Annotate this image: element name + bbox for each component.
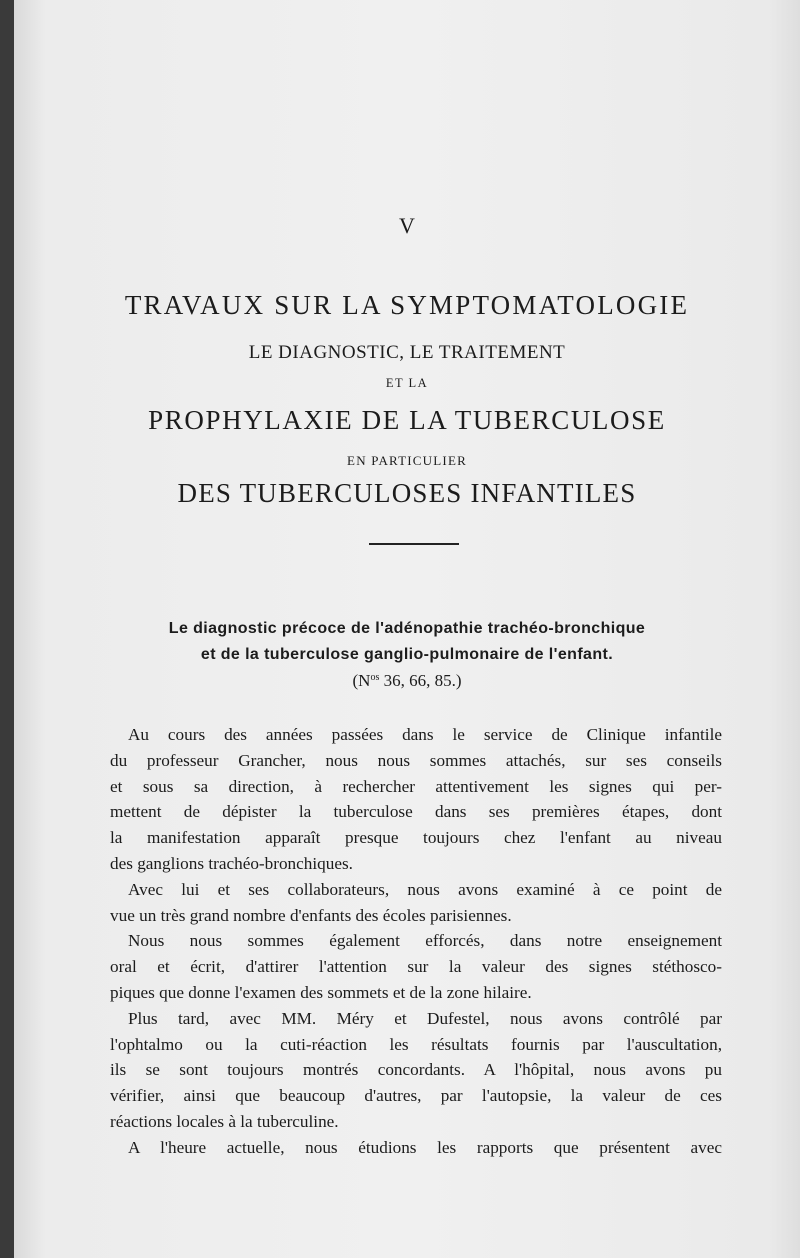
text-line: vue un très grand nombre d'enfants des écoles parisiennes. (110, 905, 512, 925)
text-line: piques que donne l'examen des sommets et de la zone hilaire. (110, 982, 532, 1002)
text-line: la manifestation apparaît presque toujours chez l'enfant au niveau (110, 828, 722, 848)
book-page (14, 0, 800, 1258)
text-line: Plus tard, avec MM. Méry et Dufestel, nous avons contrôlé par (128, 1008, 722, 1028)
main-title-line-4: PROPHYLAXIE DE LA TUBERCULOSE (148, 405, 666, 435)
text-line: oral et écrit, d'attirer l'attention sur la valeur des signes stéthosco- (110, 957, 722, 977)
text-line: Nous nous sommes également efforcés, dans notre enseignement (128, 931, 722, 951)
text-line: et sous sa direction, à rechercher attentivement les signes qui per- (110, 776, 722, 796)
reference-superscript: os (370, 672, 380, 683)
main-title-line-1: TRAVAUX SUR LA SYMPTOMATOLOGIE (124, 290, 690, 320)
text-line: Au cours des années passées dans le service de Clinique infantile (128, 725, 722, 744)
section-divider (369, 543, 459, 545)
main-title-line-6: DES TUBERCULOSES INFANTILES (177, 478, 637, 508)
reference-numbers: 36, 66, 85.) (379, 671, 462, 690)
body-text (110, 722, 722, 1161)
text-line: ils se sont toujours montrés concordants. A l'hôpital, nous avons pu (110, 1060, 722, 1080)
text-line: réactions locales à la tuberculine. (110, 1111, 339, 1131)
text-line: Avec lui et ses collaborateurs, nous avons examiné à ce point de (128, 879, 722, 899)
section-numeral: V (399, 213, 415, 238)
subtitle-line-1: Le diagnostic précoce de l'adénopathie trachéo-bronchique (168, 620, 646, 637)
main-title-line-3: ET LA (385, 376, 429, 390)
text-line: du professeur Grancher, nous nous sommes attachés, sur ses conseils (110, 750, 722, 770)
reference-prefix: (N (352, 671, 371, 690)
main-title-line-5: EN PARTICULIER (347, 453, 467, 468)
publication-reference (14, 671, 800, 691)
text-line: des ganglions trachéo-bronchiques. (110, 853, 353, 873)
text-line: l'ophtalmo ou la cuti-réaction les résultats fournis par l'auscultation, (110, 1034, 722, 1054)
text-line: mettent de dépister la tuberculose dans ses premières étapes, dont (110, 802, 722, 822)
main-title-line-2: LE DIAGNOSTIC, LE TRAITEMENT (248, 342, 566, 363)
text-line: A l'heure actuelle, nous étudions les rapports que présentent avec (128, 1137, 722, 1157)
text-line: vérifier, ainsi que beaucoup d'autres, par l'autopsie, la valeur de ces (110, 1086, 722, 1106)
subtitle-line-2: et de la tuberculose ganglio-pulmonaire de l'enfant. (200, 646, 614, 663)
